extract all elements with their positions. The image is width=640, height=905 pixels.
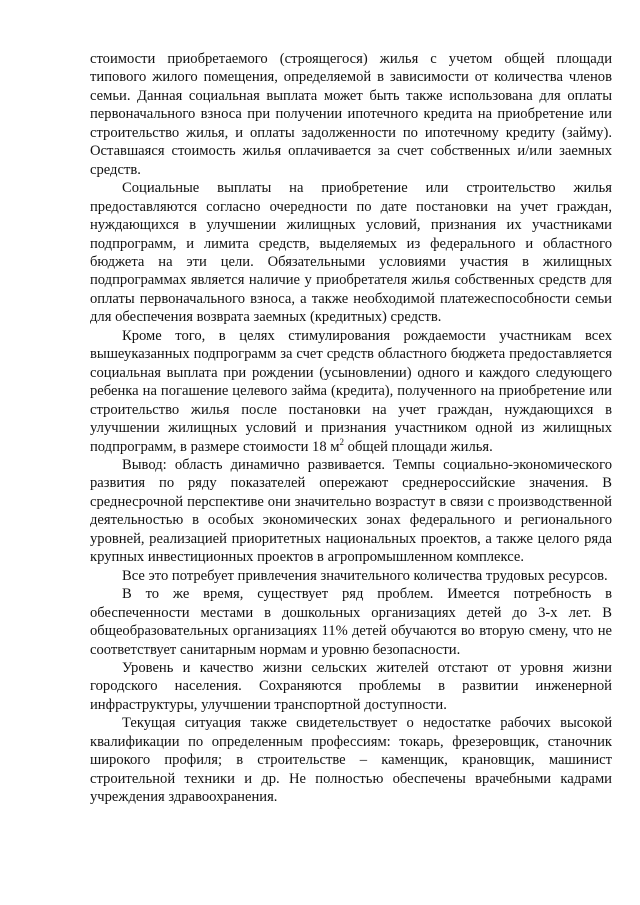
document-page — [90, 50, 612, 807]
paragraph-1: стоимости приобретаемого (строящегося) жилья с учетом общей площади типового жилого помещения, определяемой в зависимости от количества членов семьи. Данная социальная выплата может быть также использована для оплаты первоначального взноса при получении ипотечного кредита на приобретение или строительство жилья, и оплаты задолженности по ипотечному кредиту (займу). Оставшаяся стоимость жилья оплачивается за счет собственных и/или заемных средств. — [90, 51, 612, 178]
paragraph-2: Социальные выплаты на приобретение или строительство жилья предоставляются согласно очередности по дате постановки на учет граждан, нуждающихся в улучшении жилищных условий, признания их участниками подпрограмм, и лимита средств, выделяемых из федерального и областного бюджета на эти цели. Обязательными условиями участия в жилищных подпрограммах является наличие у приобретателя жилья собственных средств для оплаты первоначального взноса, а также необходимой платежеспособности семьи для обеспечения возврата заемных (кредитных) средств. — [90, 180, 612, 326]
paragraph-4-conclusion: Вывод: область динамично развивается. Темпы социально-экономического развития по ряду показателей опережают среднероссийские значения. В среднесрочной перспективе они значительно возрастут в связи с производственной деятельностью в особых экономических зонах федерального и регионального уровней, реализацией приоритетных национальных проектов, а также целого ряда крупных инвестиционных проектов в агропромышленном комплексе. — [90, 456, 612, 566]
paragraph-3 — [90, 327, 612, 456]
paragraph-3-tail: общей площади жилья. — [344, 438, 493, 455]
paragraph-8: Текущая ситуация также свидетельствует о недостатке рабочих высокой квалификации по определенным профессиям: токарь, фрезеровщик, станочник широкого профиля; в строительстве – каменщик, крановщик, машинист строительной техники и др. Не полностью обеспечены врачебными кадрами учреждения здравоохранения. — [90, 715, 612, 806]
paragraph-5: Все это потребует привлечения значительного количества трудовых ресурсов. — [122, 567, 608, 584]
area-unit-superscript: 2 — [339, 436, 345, 447]
paragraph-7: Уровень и качество жизни сельских жителей отстают от уровня жизни городского населения. Сохраняются проблемы в развитии инженерной инфраструктуры, улучшении транспортной доступности. — [90, 659, 612, 713]
paragraph-3-text: Кроме того, в целях стимулирования рождаемости участникам всех вышеуказанных подпрограмм за счет средств областного бюджета предоставляется социальная выплата при рождении (усыновлении) одного и каждого следующего ребенка на погашение целевого займа (кредита), полученного на приобретение или строительство жилья после постановки на учет граждан, нуждающихся в улучшении жилищных условий и признания участником одной из жилищных подпрограмм, в размере стоимости 18 м — [90, 327, 612, 455]
paragraph-6: В то же время, существует ряд проблем. Имеется потребность в обеспеченности местами в дошкольных организациях детей до 3-х лет. В общеобразовательных организациях 11% детей обучаются во вторую смену, что не соответствует санитарным нормам и уровню безопасности. — [90, 586, 612, 658]
